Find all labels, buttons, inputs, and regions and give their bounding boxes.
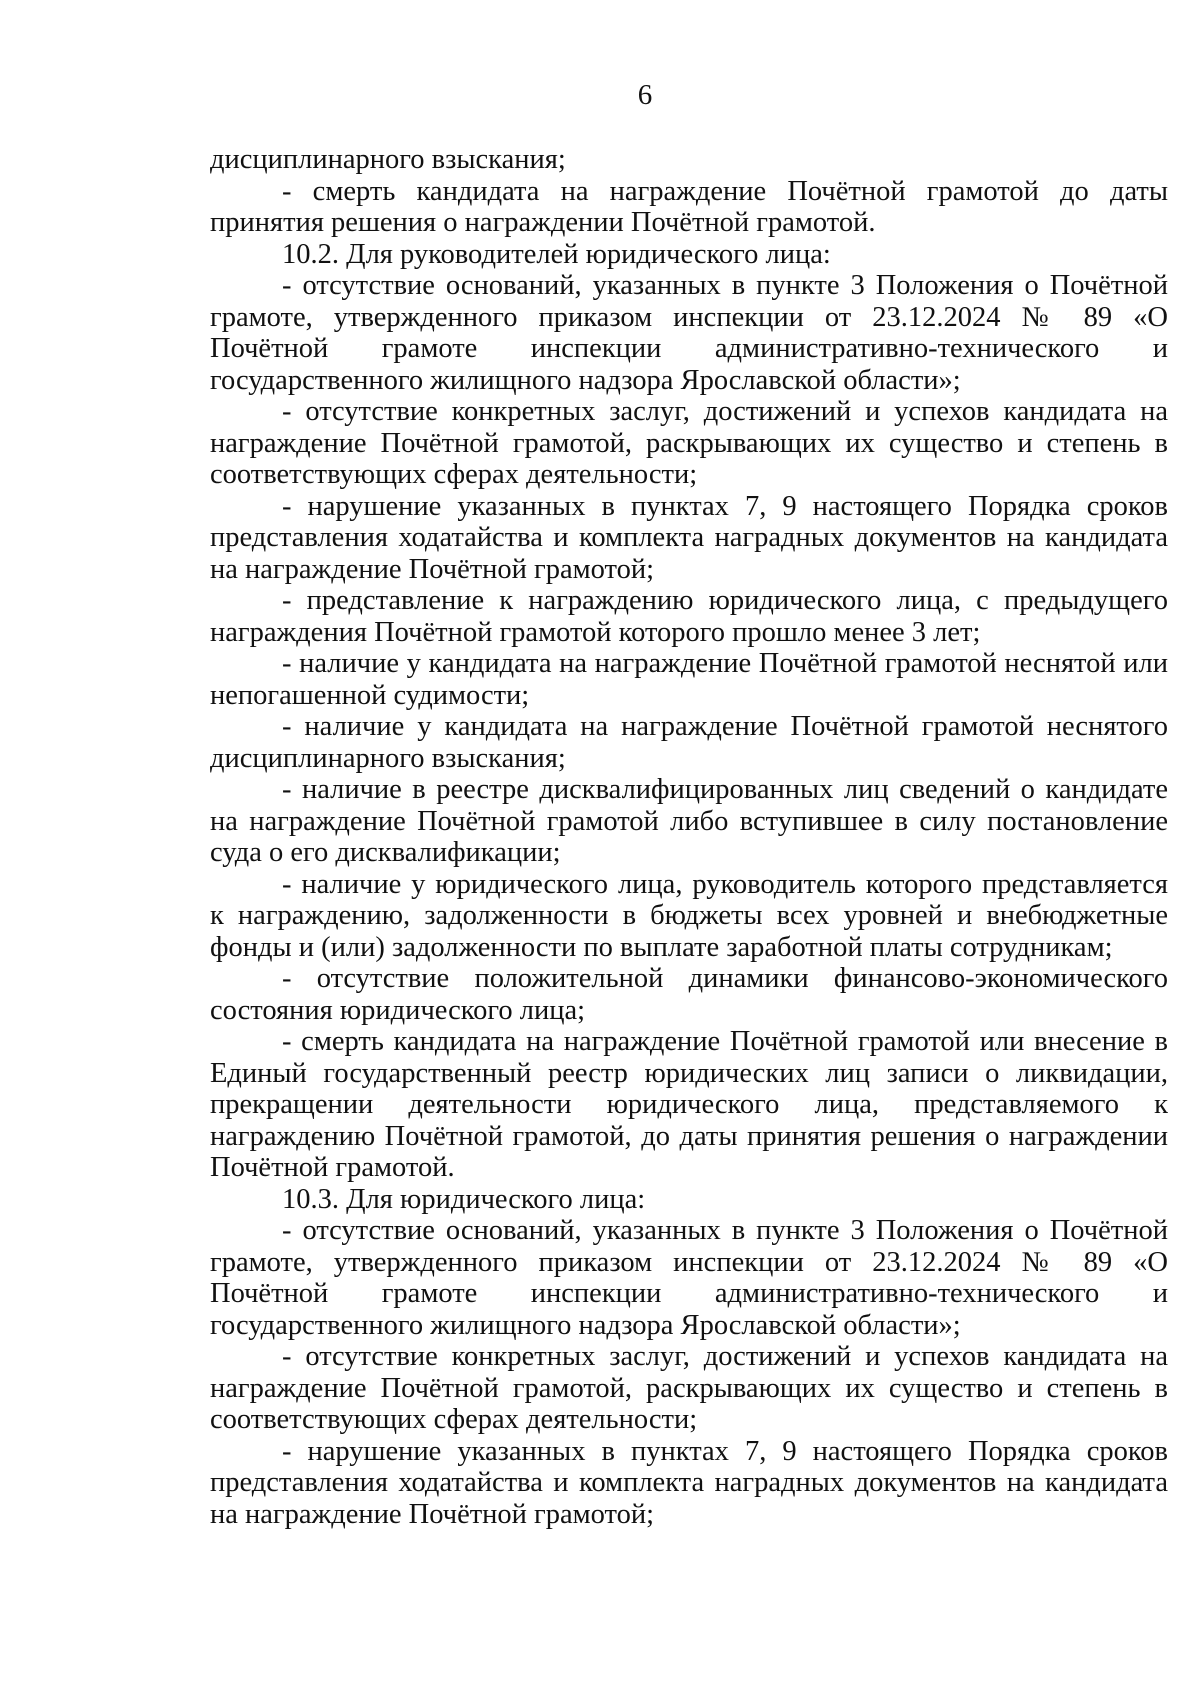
document-body [210,144,1168,1530]
page-number: 6 [637,79,653,111]
paragraph: - смерть кандидата на награждение Почётной грамотой до даты принятия решения о награждении Почётной грамотой. [210,175,1168,238]
paragraph: - отсутствие положительной динамики финансово-экономического состояния юридического лица; [210,963,1168,1026]
paragraph: - отсутствие оснований, указанных в пункте 3 Положения о Почётной грамоте, утвержденного приказом инспекции от 23.12.2024 № 89 «О Почётной грамоте инспекции административно-технического и государственного жилищного надзора Ярославской области»; [210,1215,1168,1341]
paragraph: - нарушение указанных в пунктах 7, 9 настоящего Порядка сроков представления ходатайства и комплекта наградных документов на кандидата на награждение Почётной грамотой; [210,490,1168,585]
paragraph: - отсутствие конкретных заслуг, достижений и успехов кандидата на награждение Почётной грамотой, раскрывающих их существо и степень в соответствующих сферах деятельности; [210,396,1168,490]
paragraph: - нарушение указанных в пунктах 7, 9 настоящего Порядка сроков представления ходатайства и комплекта наградных документов на кандидата на награждение Почётной грамотой; [210,1435,1168,1530]
paragraph: - отсутствие конкретных заслуг, достижений и успехов кандидата на награждение Почётной грамотой, раскрывающих их существо и степень в соответствующих сферах деятельности; [210,1341,1168,1435]
paragraph: - наличие у кандидата на награждение Почётной грамотой неснятой или непогашенной судимости; [210,648,1168,711]
paragraph: - представление к награждению юридического лица, с предыдущего награждения Почётной грамотой которого прошло менее 3 лет; [210,585,1168,648]
paragraph: - смерть кандидата на награждение Почётной грамотой или внесение в Единый государственный реестр юридических лиц записи о ликвидации, прекращении деятельности юридического лица, представляемого к награждению Почётной грамотой, до даты принятия решения о награждении Почётной грамотой. [210,1026,1168,1183]
section-heading: 10.3. Для юридического лица: [282,1183,646,1215]
paragraph: - наличие у юридического лица, руководитель которого представляется к награждению, задолженности в бюджеты всех уровней и внебюджетные фонды и (или) задолженности по выплате заработной платы сотрудникам; [210,868,1168,963]
section-heading: 10.2. Для руководителей юридического лица: [282,238,831,270]
paragraph: дисциплинарного взыскания; [210,144,566,175]
paragraph: - наличие в реестре дисквалифицированных лиц сведений о кандидате на награждение Почётной грамотой либо вступившее в силу постановление суда о его дисквалификации; [210,774,1168,868]
paragraph: - отсутствие оснований, указанных в пункте 3 Положения о Почётной грамоте, утвержденного приказом инспекции от 23.12.2024 № 89 «О Почётной грамоте инспекции административно-технического и государственного жилищного надзора Ярославской области»; [210,270,1168,396]
paragraph: - наличие у кандидата на награждение Почётной грамотой неснятого дисциплинарного взыскания; [210,711,1168,774]
